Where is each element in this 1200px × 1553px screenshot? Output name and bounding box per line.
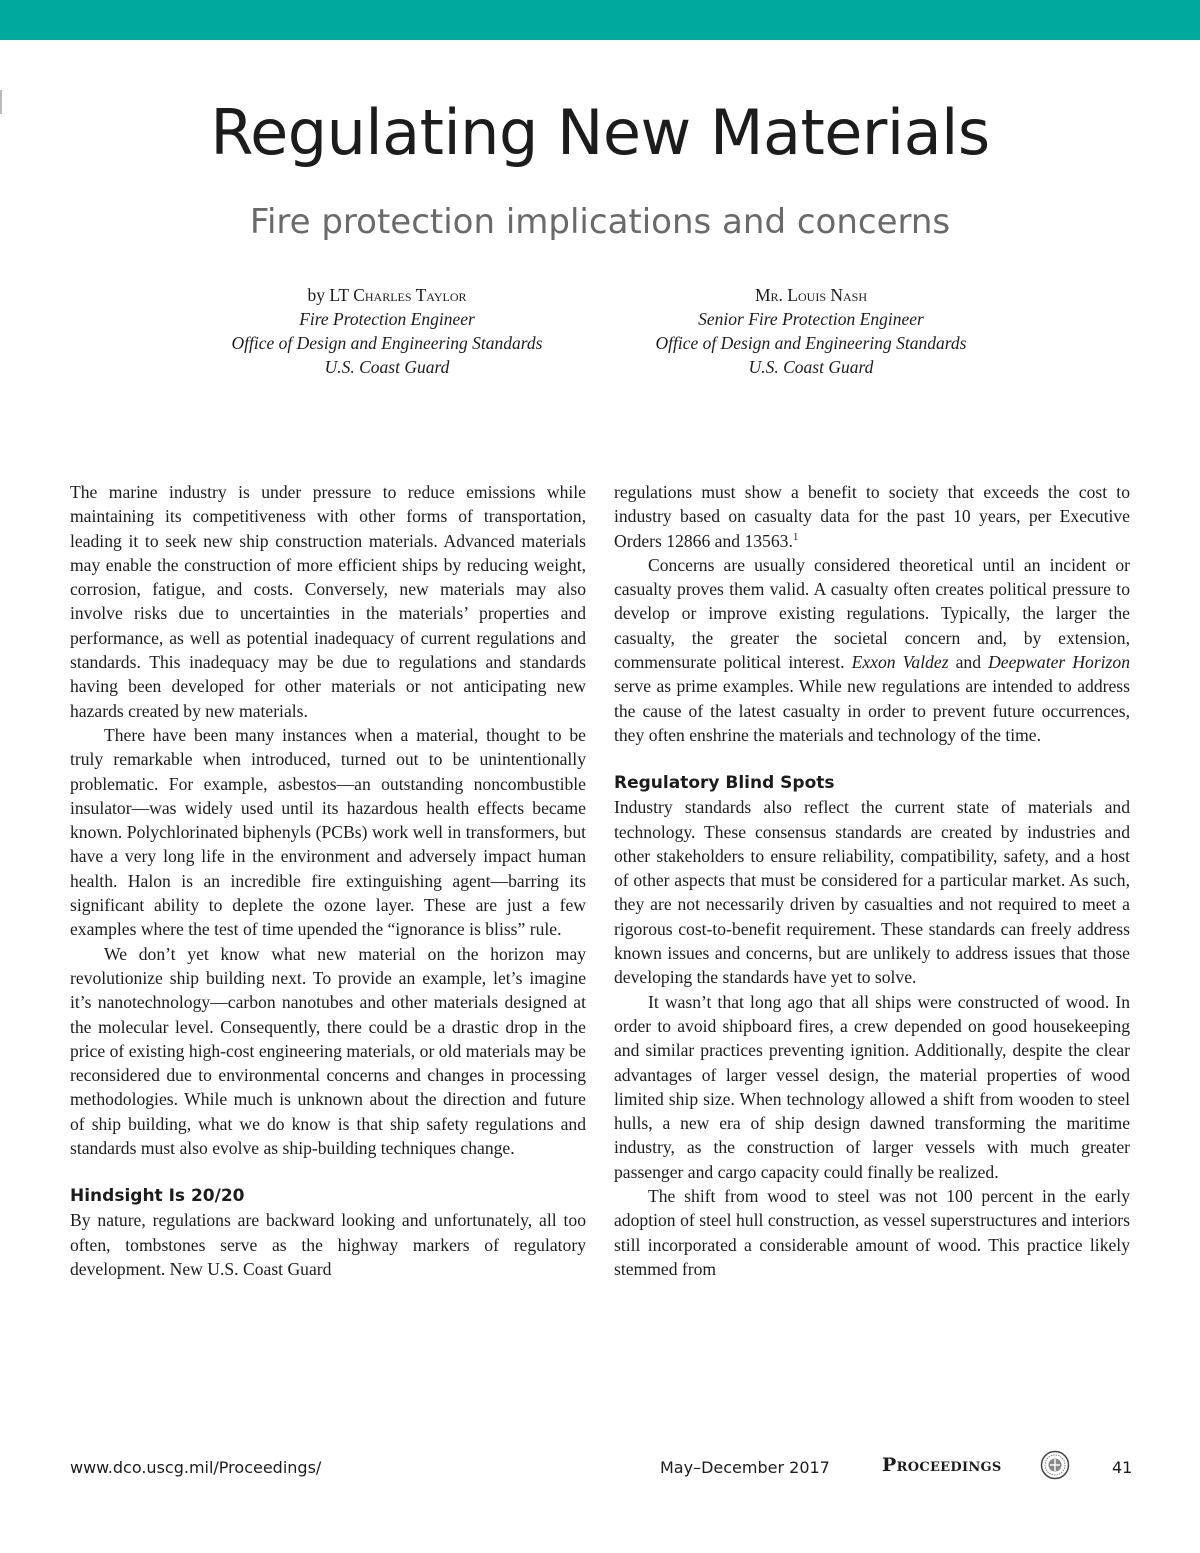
paragraph: The marine industry is under pressure to reduce emissions while maintaining its competitiveness with other forms of transportation, leading it to seek new ship construction materials. Advanced materials may enable the construction of more efficient ships by reducing weight, corrosion, fatigue, and costs. Conversely, new materials may also involve risks due to uncertainties in the materials’ properties and performance, as well as potential inadequacy of current regulations and standards. This inadequacy may be due to regulations and standards having been developed for other materials or not anticipating new hazards created by new materials. <box>70 482 586 721</box>
author-org: U.S. Coast Guard <box>748 357 874 377</box>
page-number: 41 <box>1112 1458 1133 1477</box>
paragraph <box>614 480 1130 553</box>
author-role: Senior Fire Protection Engineer <box>698 309 924 329</box>
paragraph-text: serve as prime examples. While new regulations are intended to address the cause of the latest casualty in order to prevent future occurrences, they often enshrine the materials and technology of the time. <box>614 676 1130 745</box>
paragraph: Industry standards also reflect the current state of materials and technology. These consensus standards are created by industries and other stakeholders to ensure reliability, compatibility, safety, and a host of other aspects that must be considered for a particular market. As such, they are not necessarily driven by casualties and not required to meet a rigorous cost-to-benefit requirement. These standards can freely address known issues and concerns, but are unlikely to address issues that those developing the standards have yet to solve. <box>614 797 1130 988</box>
paragraph: There have been many instances when a material, thought to be truly remarkable when introduced, turned out to be unintentionally problematic. For example, asbestos—an outstanding noncombustible insulator—was widely used until its hazardous health effects became known. Polychlorinated biphenyls (PCBs) work well in transformers, but have a very long life in the environment and adversely impact human health. Halon is an incredible fire extinguishing agent—barring its significant ability to deplete the ozone layer. These are just a few examples where the test of time upended the “ignorance is bliss” rule. <box>70 724 586 940</box>
ship-name: Exxon Valdez <box>851 652 949 673</box>
paragraph <box>614 553 1130 747</box>
top-color-bar <box>0 0 1200 40</box>
paragraph: The shift from wood to steel was not 100 percent in the early adoption of steel hull construction, as vessel superstructures and interiors still incorporated a considerable amount of wood. This practice likely stemmed from <box>614 1186 1130 1279</box>
author-name: Charles Taylor <box>353 285 467 305</box>
author-block-taylor <box>157 283 617 379</box>
author-org: U.S. Coast Guard <box>324 357 450 377</box>
section-heading-hindsight: Hindsight Is 20/20 <box>70 1186 245 1207</box>
author-role: Fire Protection Engineer <box>299 309 475 329</box>
body-column-right <box>614 480 1130 1281</box>
ship-name: Deepwater Horizon <box>988 652 1130 673</box>
author-prefix: by LT <box>307 285 354 305</box>
footnote-ref: 1 <box>792 530 799 543</box>
paragraph-text: regulations must show a benefit to society that exceeds the cost to industry based on casualty data for the past 10 years, per Executive Orders 12866 and 13563. <box>614 482 1130 551</box>
paragraph-text: Concerns are usually considered theoretical until an incident or casualty proves them valid. A casualty often creates political pressure to develop or improve existing regulations. Typically, the larger the casualty, the greater the societal concern and, by extension, commensurate political interest. <box>614 554 1130 673</box>
author-name-line <box>581 283 1041 307</box>
paragraph: It wasn’t that long ago that all ships were constructed of wood. In order to avoid shipboard fires, a crew depended on good housekeeping and similar practices preventing ignition. Additionally, despite the clear advantages of larger vessel design, the material properties of wood limited ship size. When technology allowed a shift from wooden to steel hulls, a new era of ship design dawned transforming the maritime industry, as the construction of larger vessels with much greater passenger and cargo capacity could finally be realized. <box>614 991 1130 1182</box>
article-title: Regulating New Materials <box>210 96 990 169</box>
footer-publication-name: Proceedings <box>882 1454 1002 1476</box>
body-column-left <box>70 480 586 1281</box>
paragraph-text: and <box>948 652 989 673</box>
section-heading-blind-spots: Regulatory Blind Spots <box>614 773 835 794</box>
author-office: Office of Design and Engineering Standards <box>231 333 543 353</box>
paragraph: By nature, regulations are backward looking and unfortunately, all too often, tombstones serve as the highway markers of regulatory development. New U.S. Coast Guard <box>70 1210 586 1279</box>
author-name: Louis Nash <box>787 285 868 305</box>
author-block-nash <box>581 283 1041 379</box>
article-subtitle: Fire protection implications and concerns <box>249 202 951 242</box>
paragraph: We don’t yet know what new material on the horizon may revolutionize ship building next. To provide an example, let’s imagine it’s nanotechnology—carbon nanotubes and other materials designed at the molecular level. Consequently, there could be a drastic drop in the price of existing high-cost engineering materials, or old materials may be reconsidered due to environmental concerns and changes in processing methodologies. While much is unknown about the direction and future of ship building, what we do know is that ship safety regulations and standards must also evolve as ship-building techniques change. <box>70 943 586 1159</box>
footer-date: May–December 2017 <box>660 1458 830 1477</box>
author-name-line <box>157 283 617 307</box>
footer-url[interactable]: www.dco.uscg.mil/Proceedings/ <box>70 1458 322 1477</box>
author-office: Office of Design and Engineering Standards <box>655 333 967 353</box>
author-prefix: Mr. <box>754 285 788 305</box>
coast-guard-seal-icon <box>1040 1450 1070 1480</box>
